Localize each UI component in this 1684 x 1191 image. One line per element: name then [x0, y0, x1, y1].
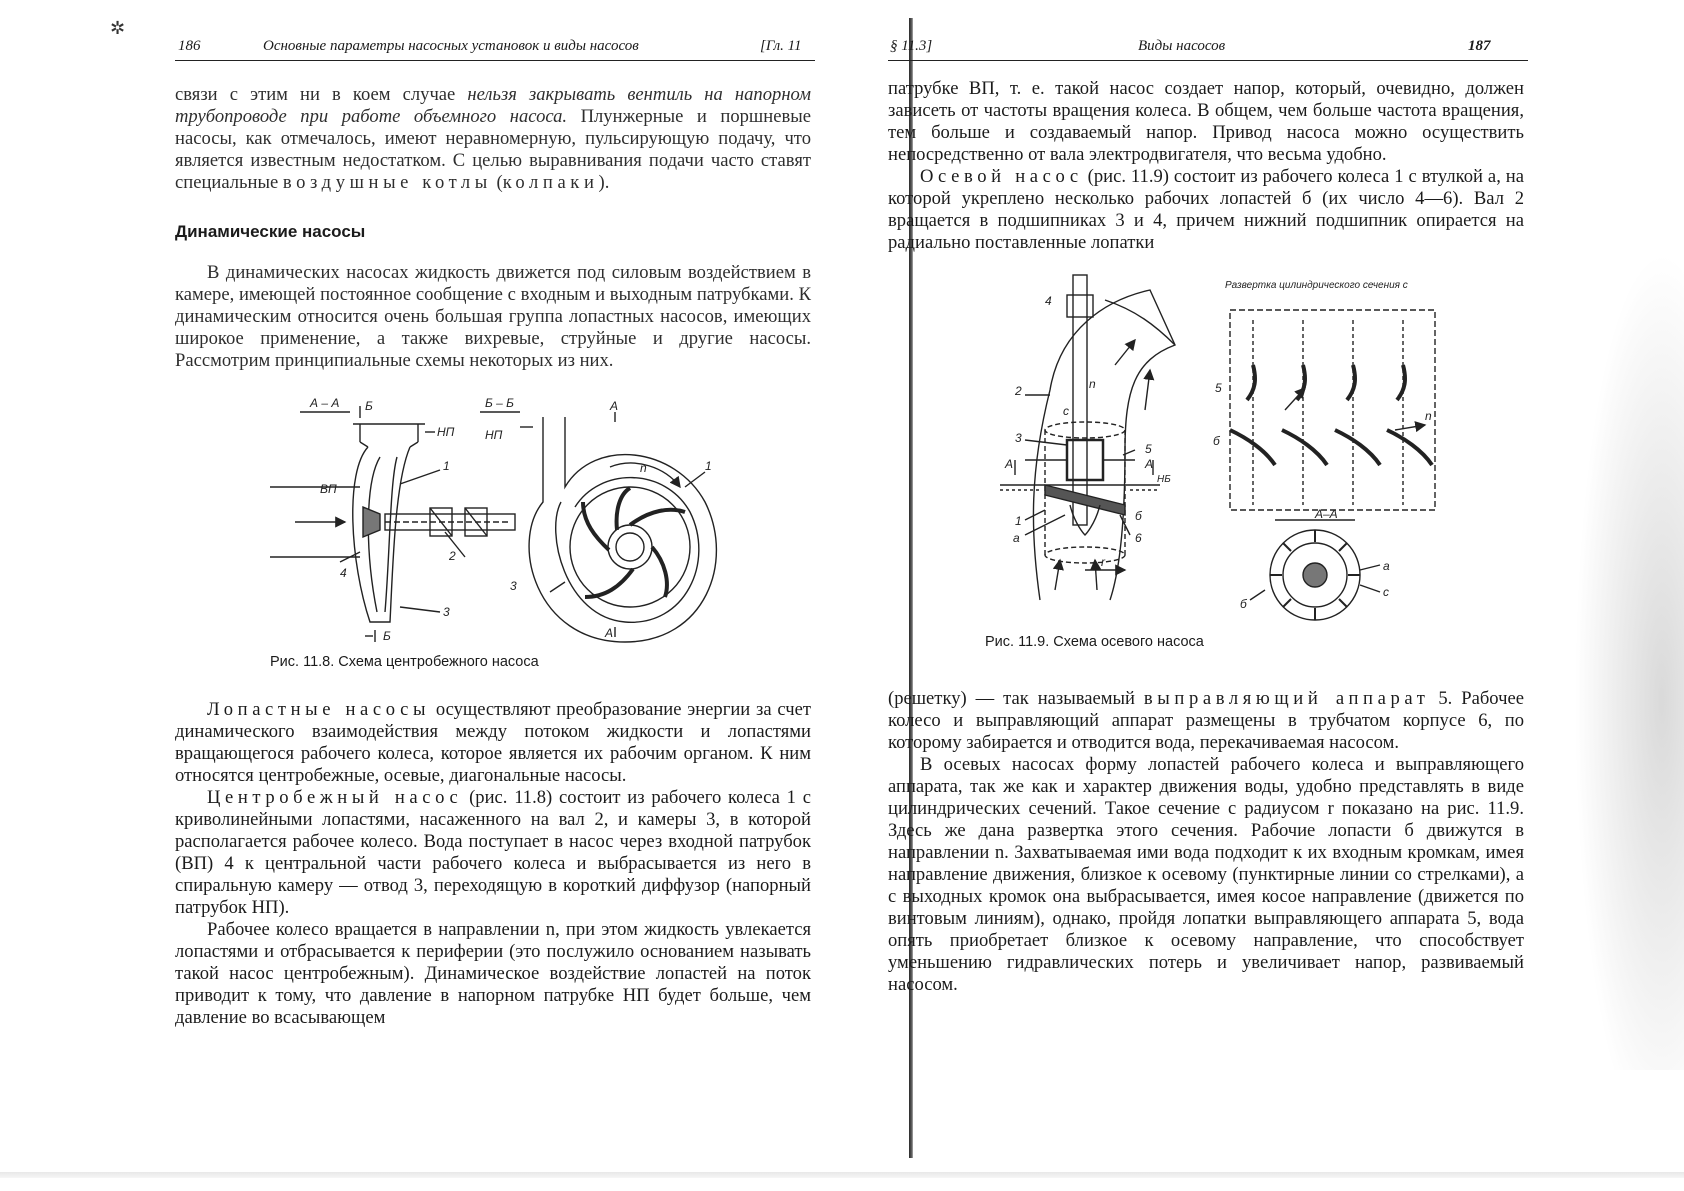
- fig119-development-title: Развертка цилиндрического сечения с: [1225, 280, 1408, 291]
- fig119-label-a-left: А: [1005, 457, 1014, 471]
- right-section-ref: § 11.3]: [890, 38, 933, 54]
- right-page-number: 187: [1468, 38, 1491, 54]
- fig119-dev-label-n: n: [1425, 409, 1432, 423]
- fig118-label-2: 2: [449, 549, 456, 563]
- intro-spaced-term-1: воздушные котлы: [282, 172, 492, 193]
- fig118-label-1-right: 1: [705, 459, 712, 473]
- grid-text-1: (решетку) — так называемый: [888, 688, 1144, 709]
- fig119-label-a-right: А: [1145, 457, 1154, 471]
- fig118-label-np-right: НП: [485, 428, 503, 442]
- fig118-label-3-right: 3: [510, 579, 517, 593]
- fig118-label-np-left: НП: [437, 425, 455, 439]
- centrifugal-pump-text: (рис. 11.8) состоит из рабочего колеса 1 с криволинейными лопастями, насаженного на вал 2, и камеры 3, в которой располагается рабочее колесо. Вода поступает в насос через входной патрубок (ВП) 4 к центральной части рабочего колеса и выбрасывается из него в спиральную камеру — отвод 3, переходящую в короткий диффузор (напорный патрубок НП).: [175, 787, 811, 918]
- guide-apparatus-term: выправляющий аппарат: [1143, 688, 1430, 709]
- fig118-label-4: 4: [340, 566, 347, 580]
- section-heading: Динамические насосы: [175, 222, 366, 241]
- fig119-label-a-small: а: [1013, 531, 1020, 545]
- left-chapter-ref: [Гл. 11: [760, 38, 802, 54]
- fig118-label-b-bottom: Б: [383, 629, 391, 643]
- fig119-label-r: r: [1101, 555, 1105, 569]
- blade-pumps-term: Лопастные насосы: [207, 699, 431, 720]
- fig119-label-5: 5: [1145, 442, 1152, 456]
- axial-pump-term: Осевой насос: [920, 166, 1083, 187]
- left-running-head: [175, 36, 815, 61]
- intro-text-2: Плунжерные и поршневые насосы, как отмечалось, имеют неравномерную, пульсирующую подачу, что является известным недостатком. С целью выравнивания подачи часто ставят специальные: [175, 106, 811, 193]
- fig119-label-nb: НБ: [1157, 474, 1171, 485]
- figure-11-8-caption: Рис. 11.8. Схема центробежного насоса: [270, 654, 539, 670]
- fig119-label-4: 4: [1045, 294, 1052, 308]
- intro-paragraph: [175, 84, 811, 194]
- intro-spaced-term-2: колпаки: [502, 172, 599, 193]
- fig118-label-a-bottom: А: [605, 626, 614, 640]
- intro-text-3: (: [491, 172, 503, 193]
- right-intro-block: [888, 78, 1524, 254]
- fig119-label-c: с: [1063, 404, 1069, 418]
- intro-text-1: связи с этим ни в коем случае: [175, 84, 468, 105]
- fig118-label-section-aa: А – А: [310, 396, 340, 410]
- fig118-label-1: 1: [443, 459, 450, 473]
- rotation-paragraph: Рабочее колесо вращается в направлении n, при этом жидкость увлекается лопастями и отбрасывается к периферии (это послужило основанием называть такой насос центробежным). Динамическое воздействие лопастей на поток приводит к тому, что давление в напорном патрубке НП будет больше, чем давление во всасывающем: [175, 919, 811, 1028]
- fig118-label-section-bb: Б – Б: [485, 396, 514, 410]
- figure-11-9: [985, 270, 1445, 630]
- blade-pumps-paragraph: [175, 699, 811, 1029]
- fig118-label-3: 3: [443, 605, 450, 619]
- fig118-label-b-top: Б: [365, 399, 373, 413]
- fig119-aa-label-c: с: [1383, 585, 1389, 599]
- fig118-label-n: n: [640, 461, 647, 475]
- scan-shadow: [1574, 250, 1684, 1070]
- fig118-label-a-top: А: [610, 399, 619, 413]
- fig119-aa-label-a: а: [1383, 559, 1390, 573]
- intro-text-4: ).: [598, 172, 610, 193]
- left-running-title: Основные параметры насосных установок и виды насосов: [263, 38, 639, 54]
- left-page-number: 186: [178, 38, 201, 54]
- fig119-label-section-aa: А–А: [1315, 507, 1338, 521]
- fig119-aa-label-b: б: [1240, 597, 1247, 611]
- dynamic-paragraph: [175, 262, 811, 372]
- fig119-label-6: 6: [1135, 531, 1142, 545]
- fig119-dev-label-5: 5: [1215, 381, 1222, 395]
- right-lower-block: [888, 688, 1524, 996]
- right-running-head: [888, 36, 1528, 61]
- dynamic-paragraph-text: В динамических насосах жидкость движется под силовым воздействием в камере, имеющей постоянное сообщение с входным и выходным патрубками. К динамическим относится очень большая группа лопастных насосов, имеющих широкое применение, а также вихревые, струйные и другие насосы. Рассмотрим принципиальные схемы некоторых из них.: [175, 262, 811, 371]
- axial-pump-text: (рис. 11.9) состоит из рабочего колеса 1 с втулкой а, на которой укреплено несколько рабочих лопастей б (их число 4—6). Вал 2 вращается в подшипниках 3 и 4, причем нижний подшипник опирается на радиально поставленные лопатки: [888, 166, 1524, 253]
- centrifugal-pump-diagram: [265, 392, 735, 652]
- page-speck: ✲: [110, 18, 126, 38]
- grid-text-2: 5. Рабочее колесо и выправляющий аппарат размещены в трубчатом корпусе 6, по которому забирается и отводится вода, перекачиваемая насосом.: [888, 688, 1524, 753]
- fig119-label-1: 1: [1015, 514, 1022, 528]
- figure-11-9-caption: Рис. 11.9. Схема осевого насоса: [985, 634, 1204, 650]
- fig118-label-vp: ВП: [320, 482, 337, 496]
- intro-emphasis: нельзя закрывать вентиль на напорном трубопроводе при работе объемного насоса.: [175, 84, 812, 127]
- continuation-paragraph: патрубке ВП, т. е. такой насос создает напор, который, очевидно, должен зависеть от частоты вращения колеса. В общем, чем больше частота вращения, тем больше и создаваемый напор. Привод насоса можно осуществить непосредственно от вала электродвигателя, что весьма удобно.: [888, 78, 1524, 165]
- centrifugal-pump-term: Центробежный насос: [207, 787, 463, 808]
- fig119-label-n: n: [1089, 377, 1096, 391]
- figure-11-8: [265, 392, 735, 652]
- right-page: [888, 0, 1684, 1191]
- fig119-label-3: 3: [1015, 431, 1022, 445]
- blade-pumps-text: осуществляют преобразование энергии за счет динамического взаимодействия между потоком жидкости и лопастями вращающегося рабочего колеса, которое является их рабочим органом. К ним относятся центробежные, осевые, диагональные насосы.: [175, 699, 812, 786]
- axial-pump-diagram: [985, 270, 1445, 630]
- fig119-label-b: б: [1135, 509, 1142, 523]
- blade-shape-paragraph: В осевых насосах форму лопастей рабочего колеса и выправляющего аппарата, так же как и характер движения воды, удобно представлять в виде цилиндрических сечений. Такое сечение с радиусом r показано на рис. 11.9. Здесь же дана развертка этого сечения. Рабочие лопасти б движутся в направлении n. Захватываемая ими вода подходит к их входным кромкам, имея направление движения, близкое к осевому (пунктирные линии со стрелками), а с выходных кромок она выбрасывается, имея косое направление (движется по винтовым линиям), однако, пройдя лопатки выправляющего аппарата 5, вода опять приобретает близкое к осевому направление, что способствует уменьшению гидравлических потерь и увеличивает напор, развиваемый насосом.: [888, 754, 1524, 995]
- right-running-title: Виды насосов: [1138, 38, 1226, 54]
- fig119-label-2: 2: [1015, 384, 1022, 398]
- fig119-dev-label-b: б: [1213, 434, 1220, 448]
